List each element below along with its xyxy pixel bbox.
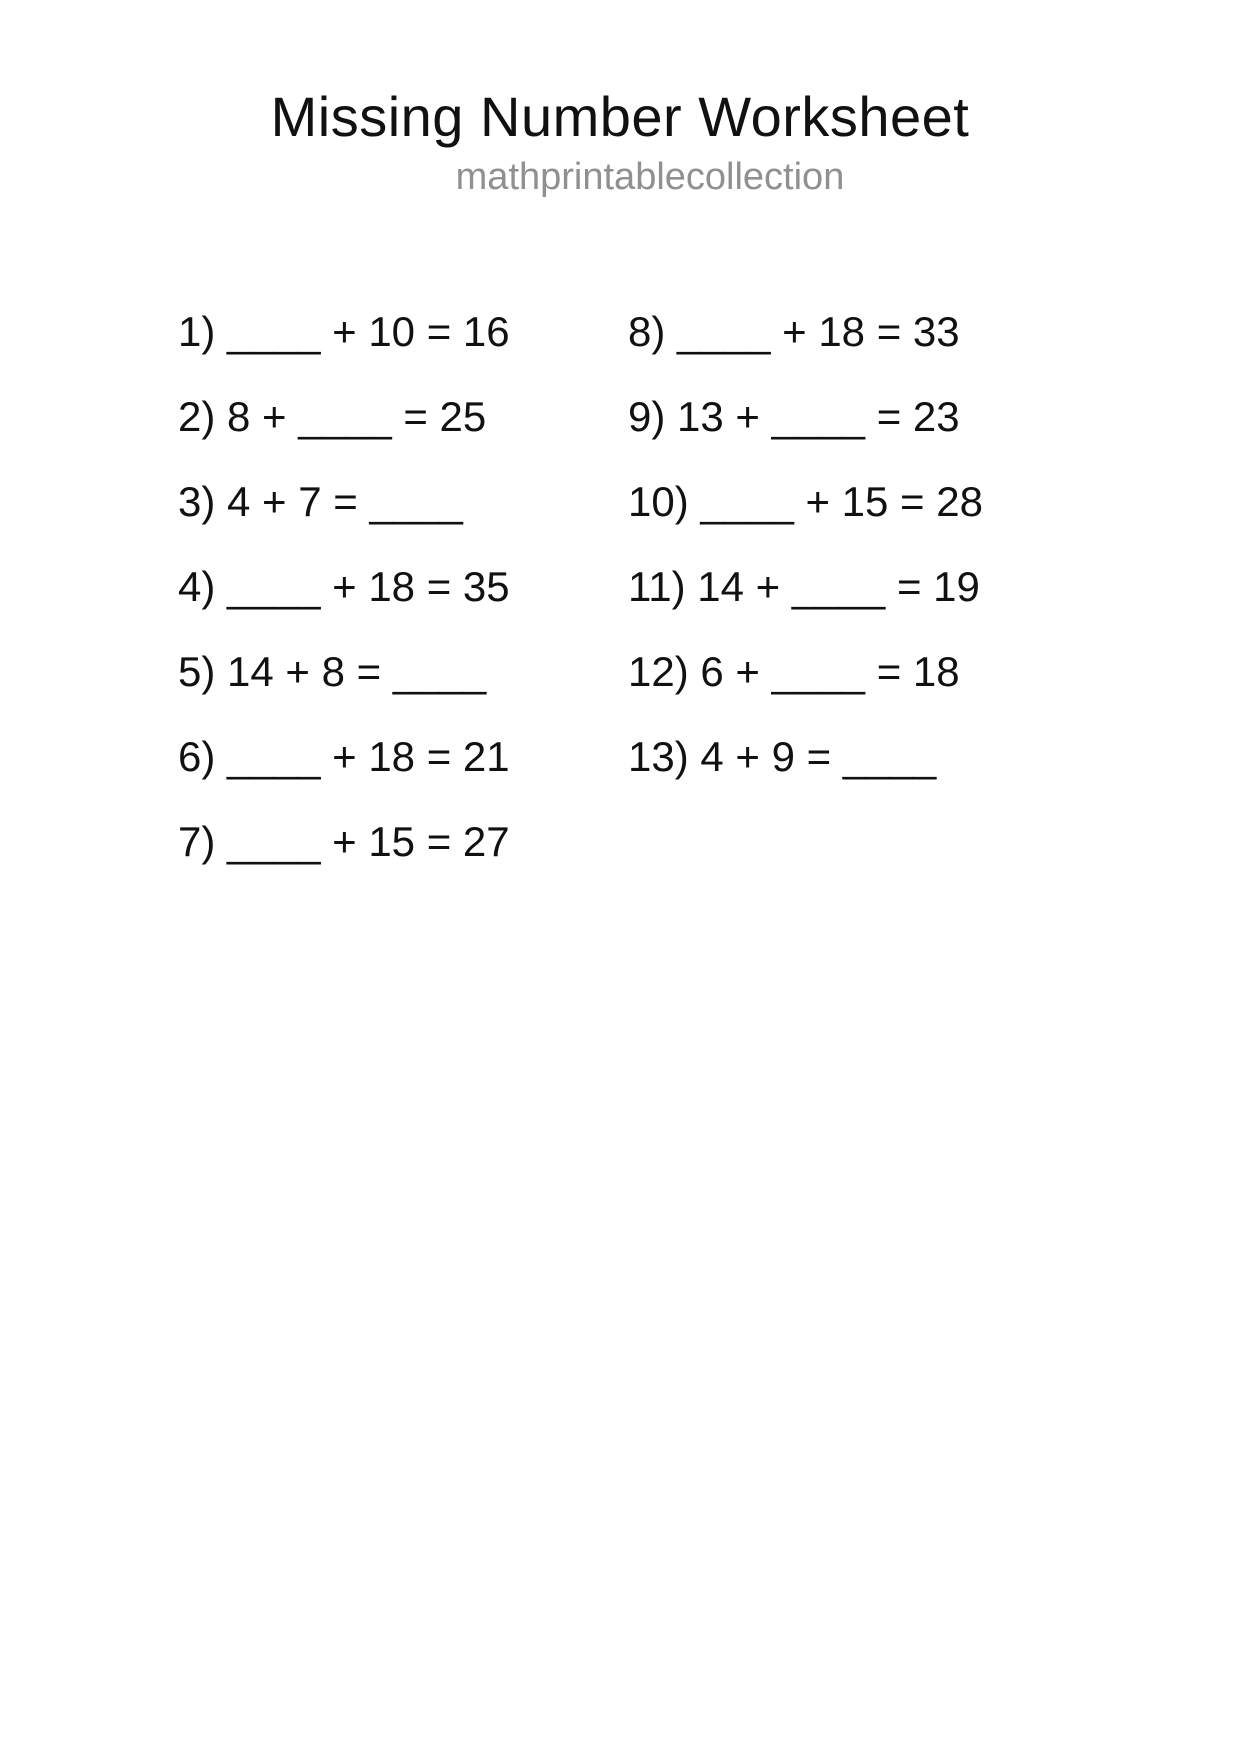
problem-11: 11) 14 + ____ = 19: [628, 563, 980, 611]
problem-10: 10) ____ + 15 = 28: [628, 478, 983, 526]
problem-13: 13) 4 + 9 = ____: [628, 733, 937, 781]
problems-grid: [0, 308, 1240, 906]
problem-7: 7) ____ + 15 = 27: [178, 818, 510, 866]
problem-9: 9) 13 + ____ = 23: [628, 393, 960, 441]
problem-6: 6) ____ + 18 = 21: [178, 733, 510, 781]
problems-column-right: [628, 308, 1078, 906]
page-title: Missing Number Worksheet: [270, 85, 970, 148]
problem-12: 12) 6 + ____ = 18: [628, 648, 960, 696]
problem-8: 8) ____ + 18 = 33: [628, 308, 960, 356]
page-subtitle: mathprintablecollection: [455, 155, 845, 198]
problem-2: 2) 8 + ____ = 25: [178, 393, 487, 441]
problem-5: 5) 14 + 8 = ____: [178, 648, 487, 696]
problems-column-left: [178, 308, 628, 906]
problem-4: 4) ____ + 18 = 35: [178, 563, 510, 611]
problem-3: 3) 4 + 7 = ____: [178, 478, 463, 526]
problem-1: 1) ____ + 10 = 16: [178, 308, 510, 356]
worksheet-header: [0, 0, 1240, 199]
